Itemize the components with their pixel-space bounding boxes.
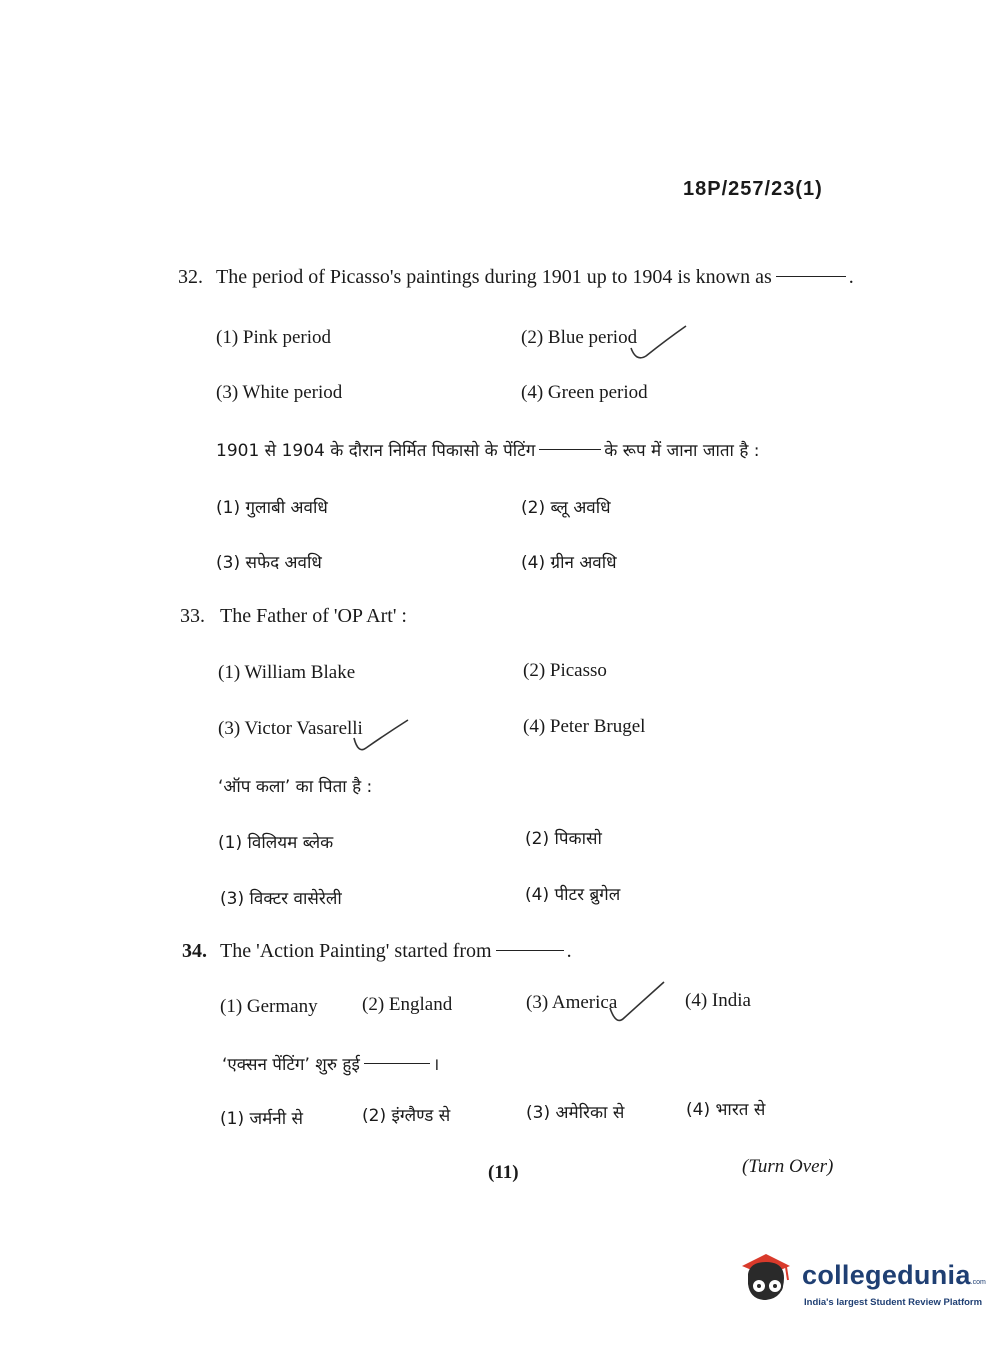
option-2: (2) Blue period <box>521 327 638 348</box>
question-hindi: ‘ऑप कला’ का पिता है : <box>218 777 373 797</box>
option-4-hindi: (4) ग्रीन अवधि <box>521 553 617 573</box>
question-32 <box>178 266 854 289</box>
answer-blank <box>776 276 846 277</box>
option-4-hindi: (4) पीटर ब्रुगेल <box>525 885 621 905</box>
option-3: (3) White period <box>216 382 343 403</box>
question-33 <box>180 605 407 628</box>
option-1: (1) Germany <box>220 996 318 1017</box>
option-3: (3) Victor Vasarelli <box>218 718 363 739</box>
question-number: 34. <box>182 940 207 962</box>
check-mark-icon <box>628 322 690 364</box>
question-hindi <box>222 1052 439 1075</box>
answer-blank <box>496 950 564 951</box>
question-text: The 'Action Painting' started from <box>220 940 492 962</box>
question-hindi-text-end: के रूप में जाना जाता है : <box>604 441 760 461</box>
option-2-hindi: (2) पिकासो <box>525 829 602 849</box>
check-mark-icon <box>350 716 412 756</box>
question-hindi-text-end: । <box>432 1055 440 1075</box>
answer-blank <box>539 449 601 450</box>
brand-suffix: .com <box>970 1279 986 1286</box>
option-3-hindi: (3) अमेरिका से <box>526 1103 625 1123</box>
question-number: 32. <box>178 266 203 288</box>
option-2-hindi: (2) इंग्लैण्ड से <box>362 1106 451 1126</box>
turn-over-note: (Turn Over) <box>742 1156 834 1177</box>
question-text: The period of Picasso's paintings during 1901 up to 1904 is known as <box>216 266 772 288</box>
question-text-end: . <box>566 940 572 962</box>
option-3-hindi: (3) विक्टर वासेरेली <box>220 889 342 909</box>
brand-name: collegedunia <box>802 1260 971 1290</box>
option-1-hindi: (1) विलियम ब्लेक <box>218 833 334 853</box>
paper-code: 18P/257/23(1) <box>683 178 823 200</box>
question-number: 33. <box>180 605 205 627</box>
option-3: (3) America <box>526 992 618 1013</box>
question-hindi-text: ‘एक्सन पेंटिंग’ शुरु हुई <box>222 1055 360 1075</box>
option-1-hindi: (1) जर्मनी से <box>220 1109 303 1129</box>
collegedunia-mascot-icon <box>738 1248 800 1310</box>
option-3-hindi: (3) सफेद अवधि <box>216 553 322 573</box>
check-mark-icon <box>606 978 668 1028</box>
page-number: (11) <box>488 1162 519 1183</box>
watermark-brand <box>802 1260 986 1291</box>
option-2-hindi: (2) ब्लू अवधि <box>521 498 611 518</box>
option-1-hindi: (1) गुलाबी अवधि <box>216 498 328 518</box>
question-hindi <box>216 438 760 461</box>
option-2: (2) Picasso <box>523 660 607 681</box>
option-1: (1) William Blake <box>218 662 356 683</box>
question-34 <box>182 940 572 963</box>
option-4: (4) Green period <box>521 382 648 403</box>
question-hindi-text: 1901 से 1904 के दौरान निर्मित पिकासो के पेंटिंग <box>216 441 536 461</box>
option-4: (4) India <box>685 990 751 1011</box>
question-text-end: . <box>848 266 854 288</box>
option-4: (4) Peter Brugel <box>523 716 646 737</box>
question-text: The Father of 'OP Art' : <box>220 605 407 627</box>
watermark-tagline: India's largest Student Review Platform <box>804 1297 983 1308</box>
option-1: (1) Pink period <box>216 327 332 348</box>
option-4-hindi: (4) भारत से <box>686 1100 766 1120</box>
option-2: (2) England <box>362 994 453 1015</box>
answer-blank <box>364 1063 430 1064</box>
